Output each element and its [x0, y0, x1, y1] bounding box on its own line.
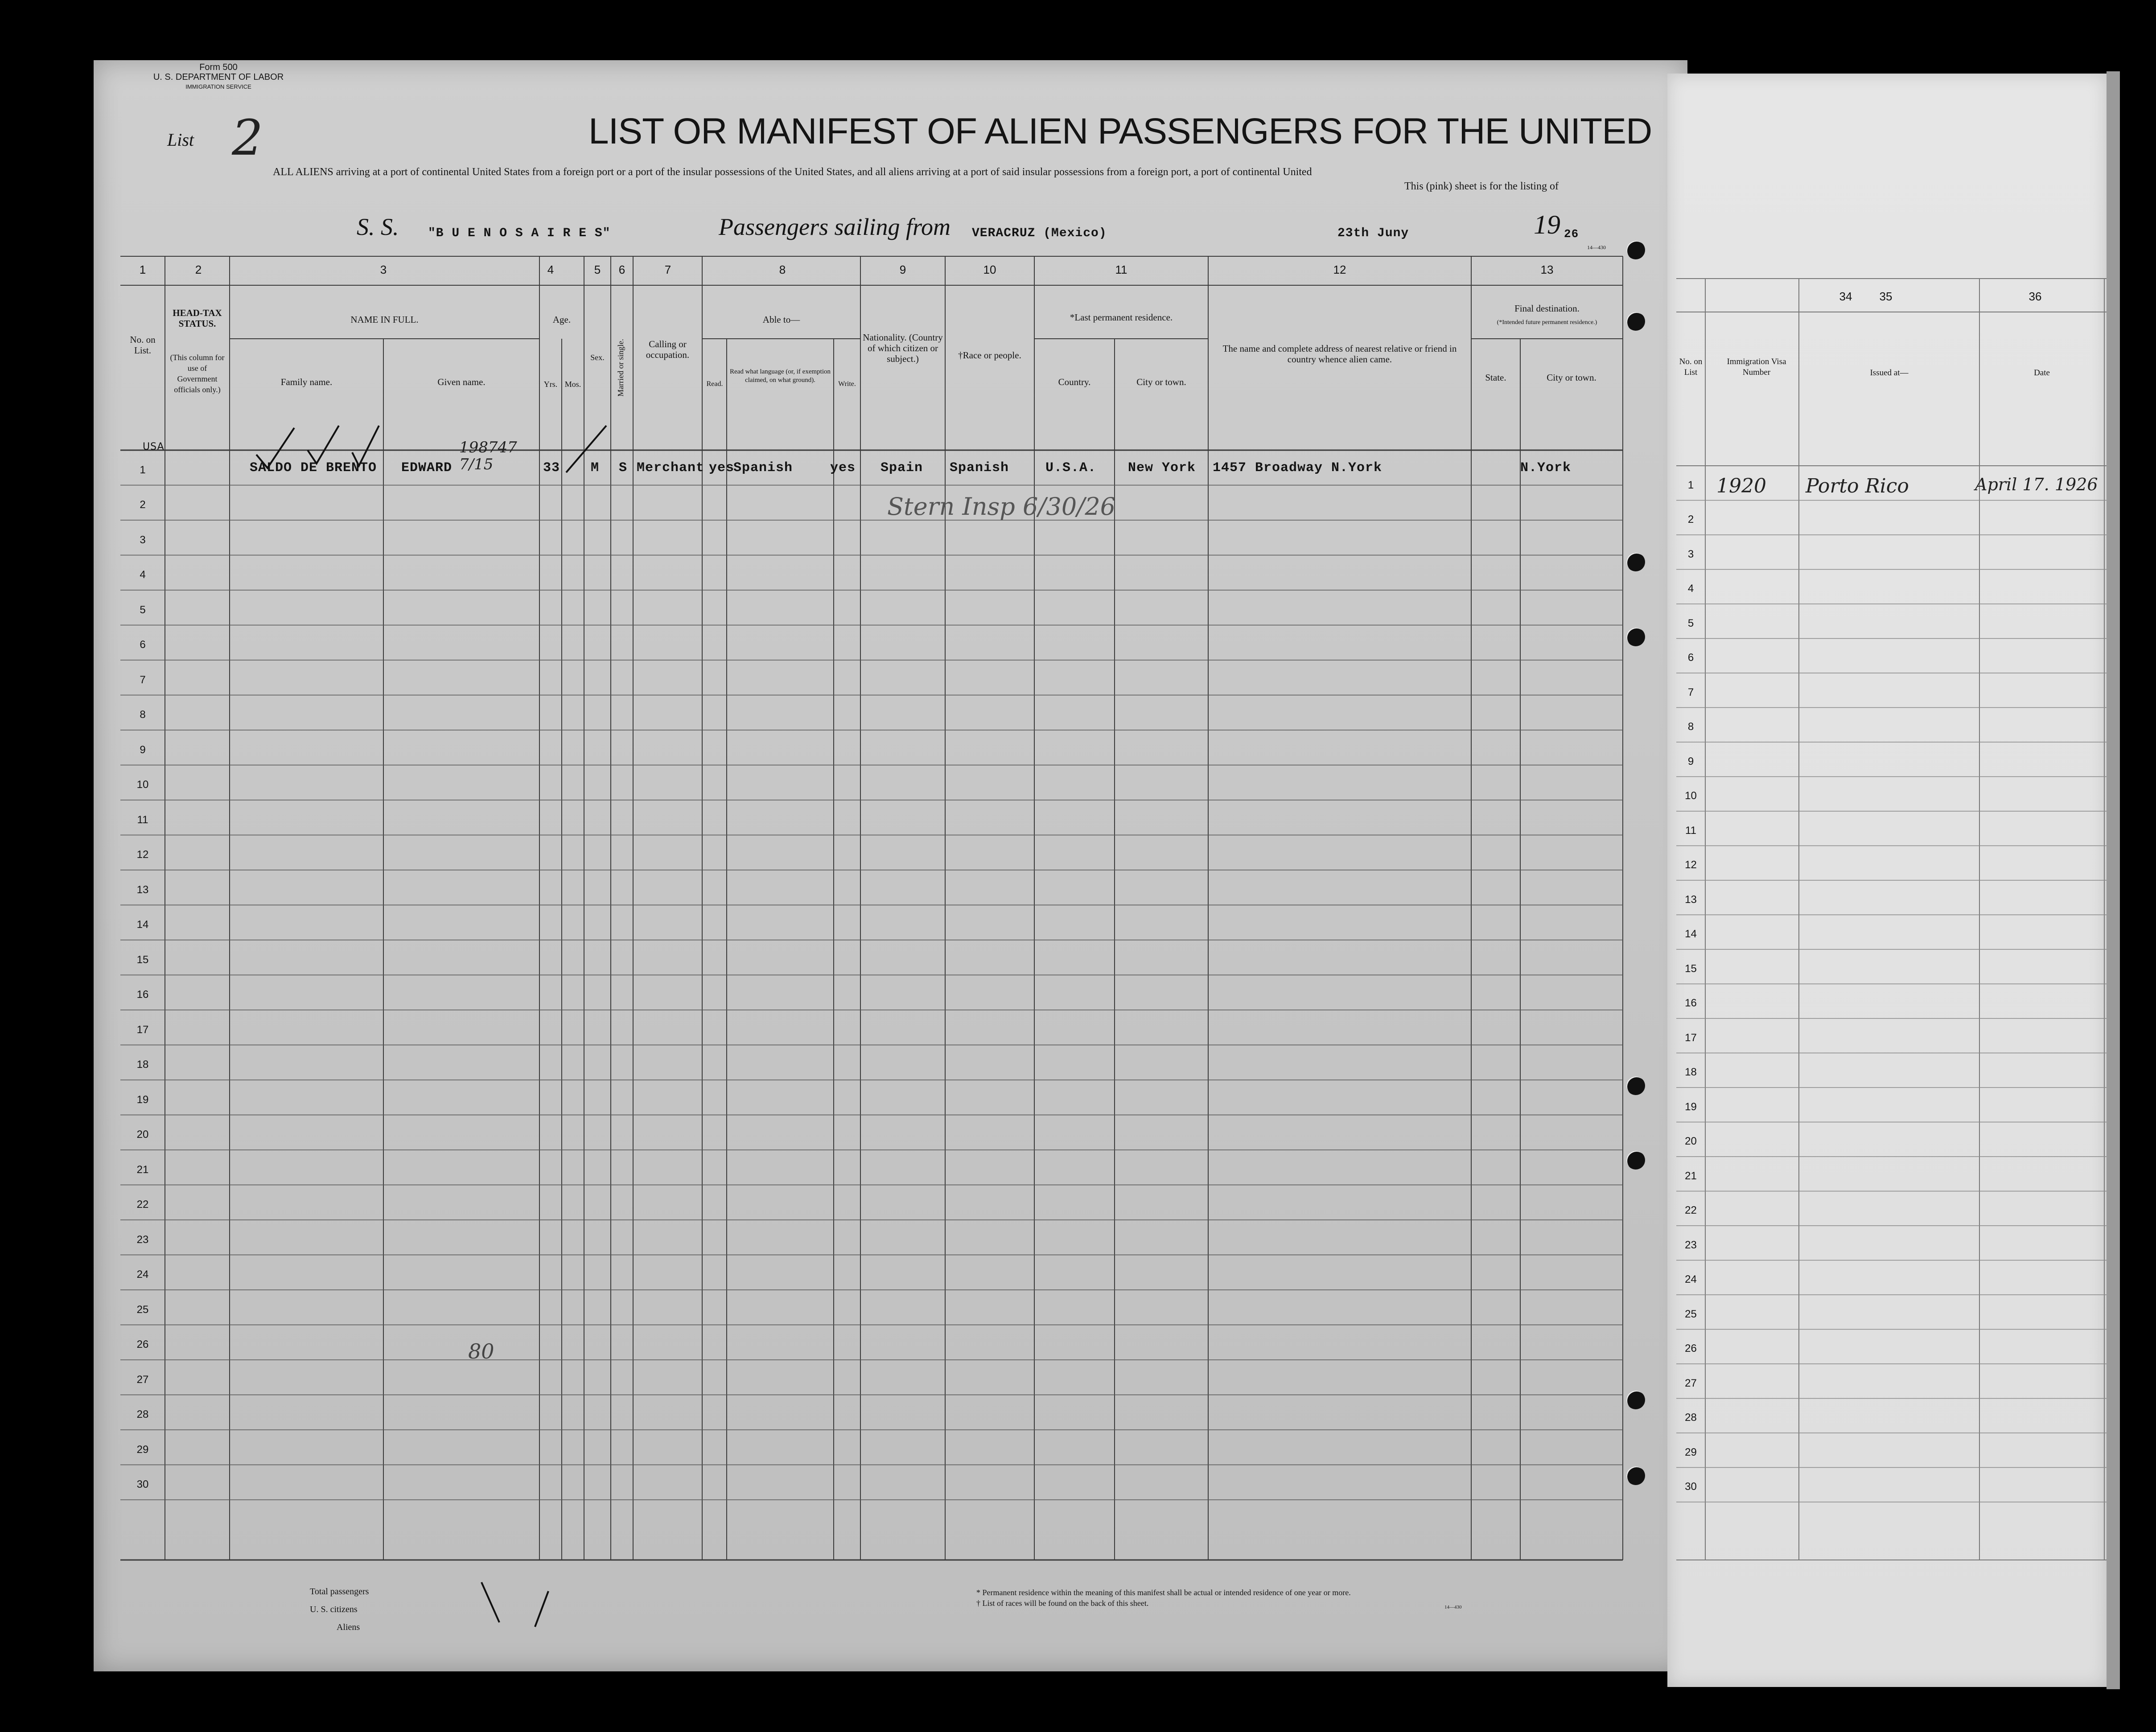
right-row-number: 21 [1685, 1170, 1697, 1182]
ss-label: S. S. [357, 213, 399, 240]
row-number: 4 [140, 569, 146, 581]
footer-code: 14—430 [1444, 1605, 1462, 1610]
footer-us-citizens: U. S. citizens [310, 1605, 358, 1614]
col-num-4: 4 [547, 263, 554, 276]
col-num-9: 9 [899, 263, 906, 276]
header-able-to: Able to— [762, 314, 800, 325]
residence-country: U.S.A. [1045, 460, 1097, 476]
row-number: 8 [140, 709, 146, 721]
punch-hole [1626, 1466, 1645, 1485]
language: Spanish [733, 460, 793, 476]
list-number: 2 [232, 109, 263, 166]
row-number: 5 [140, 603, 146, 616]
header-married: Married or single. [616, 339, 625, 397]
header-age: Age. [552, 314, 571, 325]
row-number: 6 [140, 639, 146, 651]
header-read: Read. [706, 380, 723, 388]
col-num-1: 1 [139, 263, 146, 276]
header-read-what: Read what language (or, if exemption claimed, on what ground). [730, 368, 831, 384]
ship-name: "B U E N O S A I R E S" [428, 226, 611, 240]
header-calling: Calling or occupation. [646, 339, 690, 360]
row-number: 1 [140, 464, 146, 476]
relative-address: 1457 Broadway N.York [1213, 460, 1382, 476]
row-number: 28 [136, 1408, 149, 1420]
header-name-in-full: NAME IN FULL. [350, 314, 419, 325]
header-city: City or town. [1136, 377, 1186, 387]
header-relative: The name and complete address of nearest relative or friend in country whence alien came. [1222, 343, 1457, 365]
right-row-number: 29 [1685, 1446, 1697, 1458]
col-num-12: 12 [1333, 263, 1346, 276]
row-number: 25 [136, 1303, 149, 1316]
right-date-entry: April 17. 1926 [1975, 475, 2098, 494]
right-row-number: 26 [1685, 1342, 1697, 1354]
header-nationality: Nationality. (Country of which citizen or subject.) [863, 332, 943, 364]
right-row-number: 12 [1685, 859, 1697, 871]
right-row-number: 18 [1685, 1066, 1697, 1078]
row-number: 2 [140, 499, 146, 511]
footer-aliens: Aliens [337, 1622, 360, 1632]
punch-hole [1626, 553, 1645, 571]
row-number: 17 [136, 1023, 149, 1036]
footer-total-passengers: Total passengers [310, 1587, 369, 1597]
right-col-36: 36 [2028, 290, 2042, 303]
right-header-issued: Issued at— [1870, 368, 1909, 378]
year-suffix: 26 [1564, 227, 1579, 241]
header-last-residence: *Last permanent residence. [1070, 312, 1173, 323]
header-race: †Race or people. [958, 350, 1021, 361]
occupation: Merchant [637, 460, 705, 476]
right-row-number: 10 [1685, 790, 1697, 802]
row-number: 10 [136, 779, 149, 791]
right-col-35: 35 [1879, 290, 1893, 303]
service: IMMIGRATION SERVICE [185, 83, 251, 90]
list-label: List [167, 130, 194, 150]
row-number: 3 [140, 534, 146, 546]
right-row-number: 24 [1685, 1273, 1697, 1285]
row-number: 13 [136, 883, 149, 896]
dest-city: N.York [1520, 460, 1572, 476]
race: Spanish [950, 460, 1009, 476]
right-row-number: 28 [1685, 1412, 1697, 1424]
form-code: 14—430 [1587, 244, 1606, 250]
header-city-town: City or town. [1547, 372, 1596, 383]
right-row-number: 11 [1685, 824, 1696, 837]
right-row-number: 2 [1687, 513, 1694, 525]
row-number: 16 [136, 989, 149, 1001]
right-row-number: 14 [1685, 928, 1697, 940]
header-no-on-list: No. on List. [130, 334, 156, 356]
col-num-10: 10 [983, 263, 996, 276]
right-row-number: 7 [1687, 686, 1694, 698]
row-number: 26 [136, 1338, 149, 1350]
col-num-8: 8 [779, 263, 786, 276]
col-num-6: 6 [618, 263, 625, 276]
row-number: 23 [136, 1233, 149, 1246]
header-state: State. [1485, 372, 1506, 383]
punch-hole [1626, 241, 1645, 259]
right-row-number: 13 [1685, 893, 1697, 906]
inspector-note: Stern Insp 6/30/26 [887, 493, 1116, 521]
right-header-visa: Immigration Visa Number [1727, 357, 1786, 377]
family-name: SALDO DE BRENTO [250, 460, 377, 476]
sex: M [591, 460, 600, 476]
subtitle-line1: ALL ALIENS arriving at a port of continental United States from a foreign port or a port of the insular possessions of the United States, and all aliens arriving at a port of said insular possessions from a foreign port, a port of continental United [273, 166, 1312, 178]
row-number: 7 [140, 673, 146, 686]
right-header-no-on-list: No. on List [1679, 357, 1703, 377]
form-number: Form 500 [199, 62, 238, 72]
row-number: 29 [136, 1443, 149, 1456]
right-row-number: 6 [1687, 652, 1694, 664]
name-annotation: 198747 7/15 [459, 439, 517, 473]
row-number: 24 [136, 1268, 149, 1281]
year-prefix: 19 [1534, 210, 1560, 239]
page-title: LIST OR MANIFEST OF ALIEN PASSENGERS FOR THE UNITED [588, 111, 1652, 152]
nationality: Spain [881, 460, 923, 476]
col-num-11: 11 [1115, 263, 1127, 276]
right-row-number: 1 [1687, 479, 1694, 491]
row-number: 9 [140, 743, 146, 756]
right-row-number: 19 [1685, 1100, 1697, 1113]
header-final-destination: Final destination. [1514, 303, 1580, 314]
row-number: 27 [136, 1373, 149, 1386]
right-row-number: 30 [1685, 1481, 1697, 1493]
right-row-number: 23 [1685, 1239, 1697, 1251]
right-col-34: 34 [1839, 290, 1852, 303]
right-visa-entry: 1920 [1716, 475, 1766, 497]
row-number: 30 [136, 1478, 149, 1490]
right-row-number: 8 [1687, 721, 1694, 733]
right-row-number: 27 [1685, 1377, 1697, 1389]
col-num-5: 5 [594, 263, 601, 276]
right-header-date: Date [2034, 368, 2050, 378]
marital-status: S [619, 460, 628, 476]
header-write: Write. [838, 380, 856, 388]
head-tax-mark: USA [143, 441, 165, 452]
header-country: Country. [1058, 377, 1091, 387]
header-family-name: Family name. [280, 377, 333, 387]
residence-city: New York [1128, 460, 1196, 476]
right-row-number: 9 [1687, 755, 1694, 767]
header-head-tax: HEAD-TAX STATUS. [173, 308, 222, 329]
row-number: 18 [136, 1059, 149, 1071]
given-name: EDWARD [401, 460, 453, 476]
right-row-number: 17 [1685, 1031, 1697, 1044]
header-given-name: Given name. [437, 377, 486, 387]
department: U. S. DEPARTMENT OF LABOR [153, 72, 284, 82]
row-number: 21 [136, 1163, 149, 1176]
punch-hole [1626, 628, 1645, 646]
header-final-destination-note: (*Intended future permanent residence.) [1497, 319, 1597, 326]
row-number: 11 [137, 813, 148, 826]
port: VERACRUZ (Mexico) [972, 226, 1107, 240]
col-num-13: 13 [1540, 263, 1554, 276]
col-num-2: 2 [195, 263, 202, 276]
right-row-number: 5 [1687, 617, 1694, 629]
footer-note-residence: * Permanent residence within the meaning of this manifest shall be actual or intended residence of one year or more. [976, 1588, 1351, 1597]
row-number: 20 [136, 1129, 149, 1141]
subtitle-line2: This (pink) sheet is for the listing of [1404, 181, 1559, 192]
right-row-number: 20 [1685, 1135, 1697, 1147]
punch-hole [1626, 1391, 1645, 1409]
right-row-number: 4 [1687, 583, 1694, 595]
header-yrs: Yrs. [543, 380, 558, 389]
sail-date: 23th Juny [1337, 226, 1409, 240]
punch-hole [1626, 1151, 1645, 1170]
punch-hole [1626, 312, 1645, 331]
row-number: 22 [136, 1198, 149, 1211]
right-row-number: 22 [1685, 1204, 1697, 1216]
col-num-7: 7 [664, 263, 671, 276]
row-number: 12 [136, 849, 149, 861]
margin-note: 80 [468, 1339, 494, 1363]
footer-note-races: † List of races will be found on the back of this sheet. [976, 1599, 1149, 1608]
punch-hole [1626, 1076, 1645, 1095]
right-row-number: 16 [1685, 997, 1697, 1009]
header-sex: Sex. [590, 353, 605, 362]
row-number: 15 [136, 953, 149, 966]
right-row-number: 15 [1685, 962, 1697, 975]
read: yes [709, 460, 735, 476]
col-num-3: 3 [380, 263, 387, 276]
row-number: 19 [136, 1093, 149, 1106]
header-head-tax-note: (This column for use of Government officials only.) [170, 353, 225, 394]
write: yes [830, 460, 856, 476]
right-row-number: 3 [1687, 548, 1694, 560]
row-number: 14 [136, 919, 149, 931]
right-issued-entry: Porto Rico [1806, 475, 1909, 497]
header-mos: Mos. [564, 380, 581, 389]
sailing-label: Passengers sailing from [719, 213, 951, 240]
right-row-number: 25 [1685, 1308, 1697, 1320]
age-years: 33 [543, 460, 560, 476]
